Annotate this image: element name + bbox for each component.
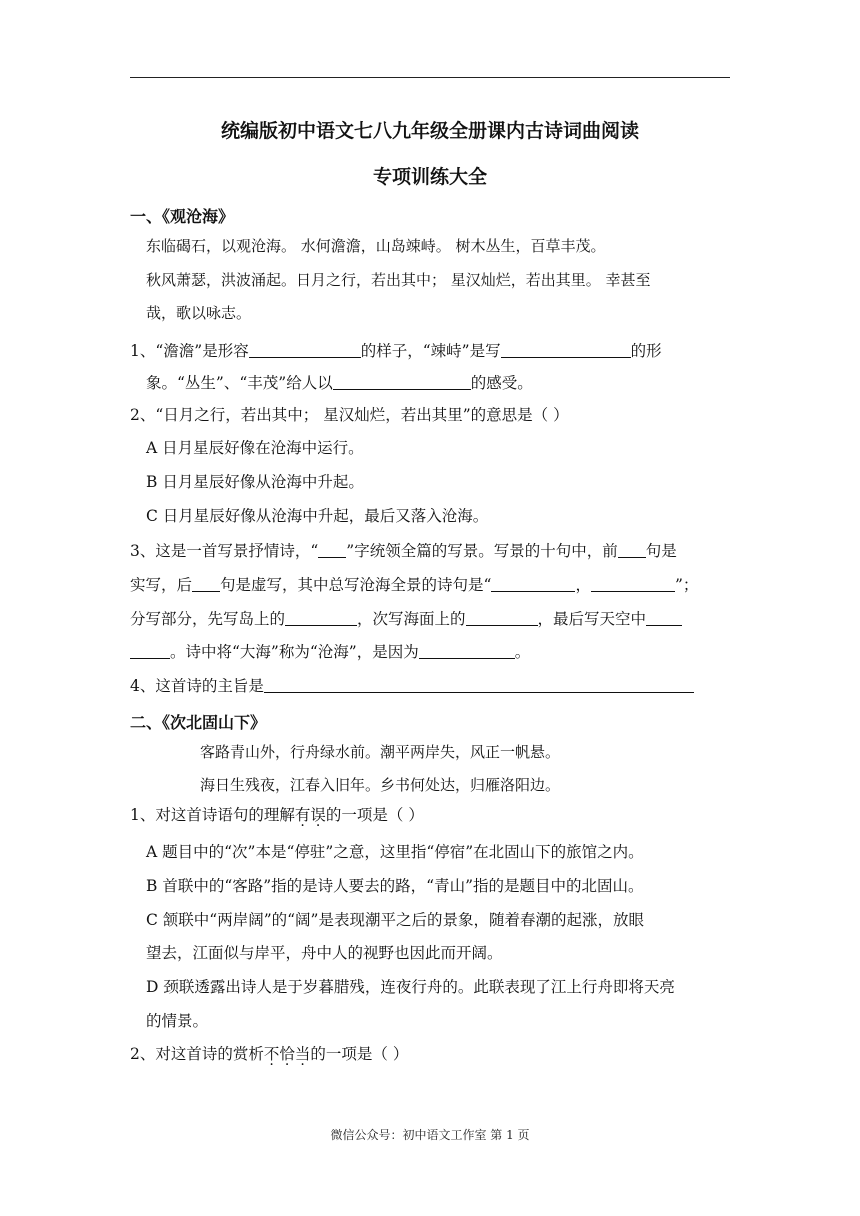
- section-heading-guancanghai: 一、《观沧海》: [130, 207, 235, 226]
- answer-blank[interactable]: [130, 641, 170, 659]
- emphasis-char: 不: [263, 1045, 280, 1063]
- question-3-line3: 分写部分，先写岛上的 ，次写海面上的 ，最后写天空中: [130, 608, 682, 629]
- emphasis-char: 恰: [279, 1045, 295, 1063]
- answer-blank[interactable]: [285, 608, 357, 626]
- question-2-2: 2、对这首诗的赏析不恰当的一项是（ ）: [130, 1045, 409, 1063]
- page-footer: 微信公众号：初中语文工作室 第 1 页: [330, 1128, 530, 1142]
- option-b: B 日月星辰好像从沧海中升起。: [146, 473, 364, 491]
- document-subtitle: 专项训练大全: [372, 166, 487, 188]
- question-3: 3、这是一首写景抒情诗，“ ”字统领全篇的写景。写景的十句中，前 句是: [130, 542, 677, 560]
- question-3-line4: 。诗中将“大海”称为“沧海”，是因为 。: [130, 641, 530, 662]
- option-c-cont: 望去，江面似与岸平，舟中人的视野也因此而开阔。: [146, 944, 503, 962]
- option-a: A 题目中的“次”本是“停驻”之意，这里指“停宿”在北固山下的旅馆之内。: [146, 843, 644, 861]
- answer-blank[interactable]: [333, 372, 471, 390]
- header-rule: [130, 77, 730, 78]
- question-2-1: 1、对这首诗语句的理解有误的一项是（ ）: [130, 806, 424, 824]
- section-heading-cibeigushanxia: 二、《次北固山下》: [130, 713, 267, 732]
- emphasis-char: 误: [310, 806, 326, 824]
- question-1-cont: 象。“丛生”、“丰茂”给人以 的感受。: [146, 374, 533, 392]
- emphasis-char: 当: [294, 1045, 311, 1063]
- question-3-line2: 实写，后 句是虚写，其中总写沧海全景的诗句是“ ， ”；: [130, 576, 699, 594]
- poem-line: 东临碣石，以观沧海。 水何澹澹，山岛竦峙。 树木丛生，百草丰茂。: [146, 237, 606, 255]
- answer-blank[interactable]: [264, 675, 694, 693]
- answer-blank[interactable]: [618, 540, 646, 558]
- option-d: D 颈联透露出诗人是于岁暮腊残，连夜行舟的。此联表现了江上行舟即将天亮: [146, 978, 675, 996]
- option-c: C 日月星辰好像从沧海中升起，最后又落入沧海。: [146, 507, 489, 525]
- emphasis-char: 有: [294, 806, 311, 824]
- answer-blank[interactable]: [318, 540, 346, 558]
- poem-line: 哉，歌以咏志。: [146, 304, 252, 322]
- answer-blank[interactable]: [501, 340, 631, 358]
- option-d-cont: 的情景。: [146, 1012, 209, 1030]
- answer-blank[interactable]: [192, 574, 220, 592]
- answer-blank[interactable]: [466, 608, 538, 626]
- question-1: 1、“澹澹”是形容 的样子，“竦峙”是写 的形: [130, 342, 662, 360]
- answer-blank[interactable]: [491, 574, 575, 592]
- answer-blank[interactable]: [419, 641, 515, 659]
- question-4: 4、这首诗的主旨是: [130, 675, 694, 696]
- answer-blank[interactable]: [646, 608, 682, 626]
- question-2: 2、“日月之行，若出其中； 星汉灿烂，若出其里”的意思是（ ）: [130, 406, 569, 424]
- poem-line: 海日生残夜，江春入旧年。乡书何处达，归雁洛阳边。: [200, 776, 561, 794]
- option-a: A 日月星辰好像在沧海中运行。: [146, 439, 364, 457]
- document-title: 统编版初中语文七八九年级全册课内古诗词曲阅读: [220, 120, 639, 142]
- option-b: B 首联中的“客路”指的是诗人要去的路，“青山”指的是题目中的北固山。: [146, 877, 644, 895]
- option-c: C 颔联中“两岸阔”的“阔”是表现潮平之后的景象，随着春潮的起涨，放眼: [146, 911, 644, 929]
- poem-line: 秋风萧瑟，洪波涌起。日月之行，若出其中； 星汉灿烂，若出其里。 幸甚至: [146, 271, 651, 289]
- answer-blank[interactable]: [591, 574, 675, 592]
- answer-blank[interactable]: [249, 340, 361, 358]
- poem-line: 客路青山外，行舟绿水前。潮平两岸失，风正一帆悬。: [200, 743, 561, 761]
